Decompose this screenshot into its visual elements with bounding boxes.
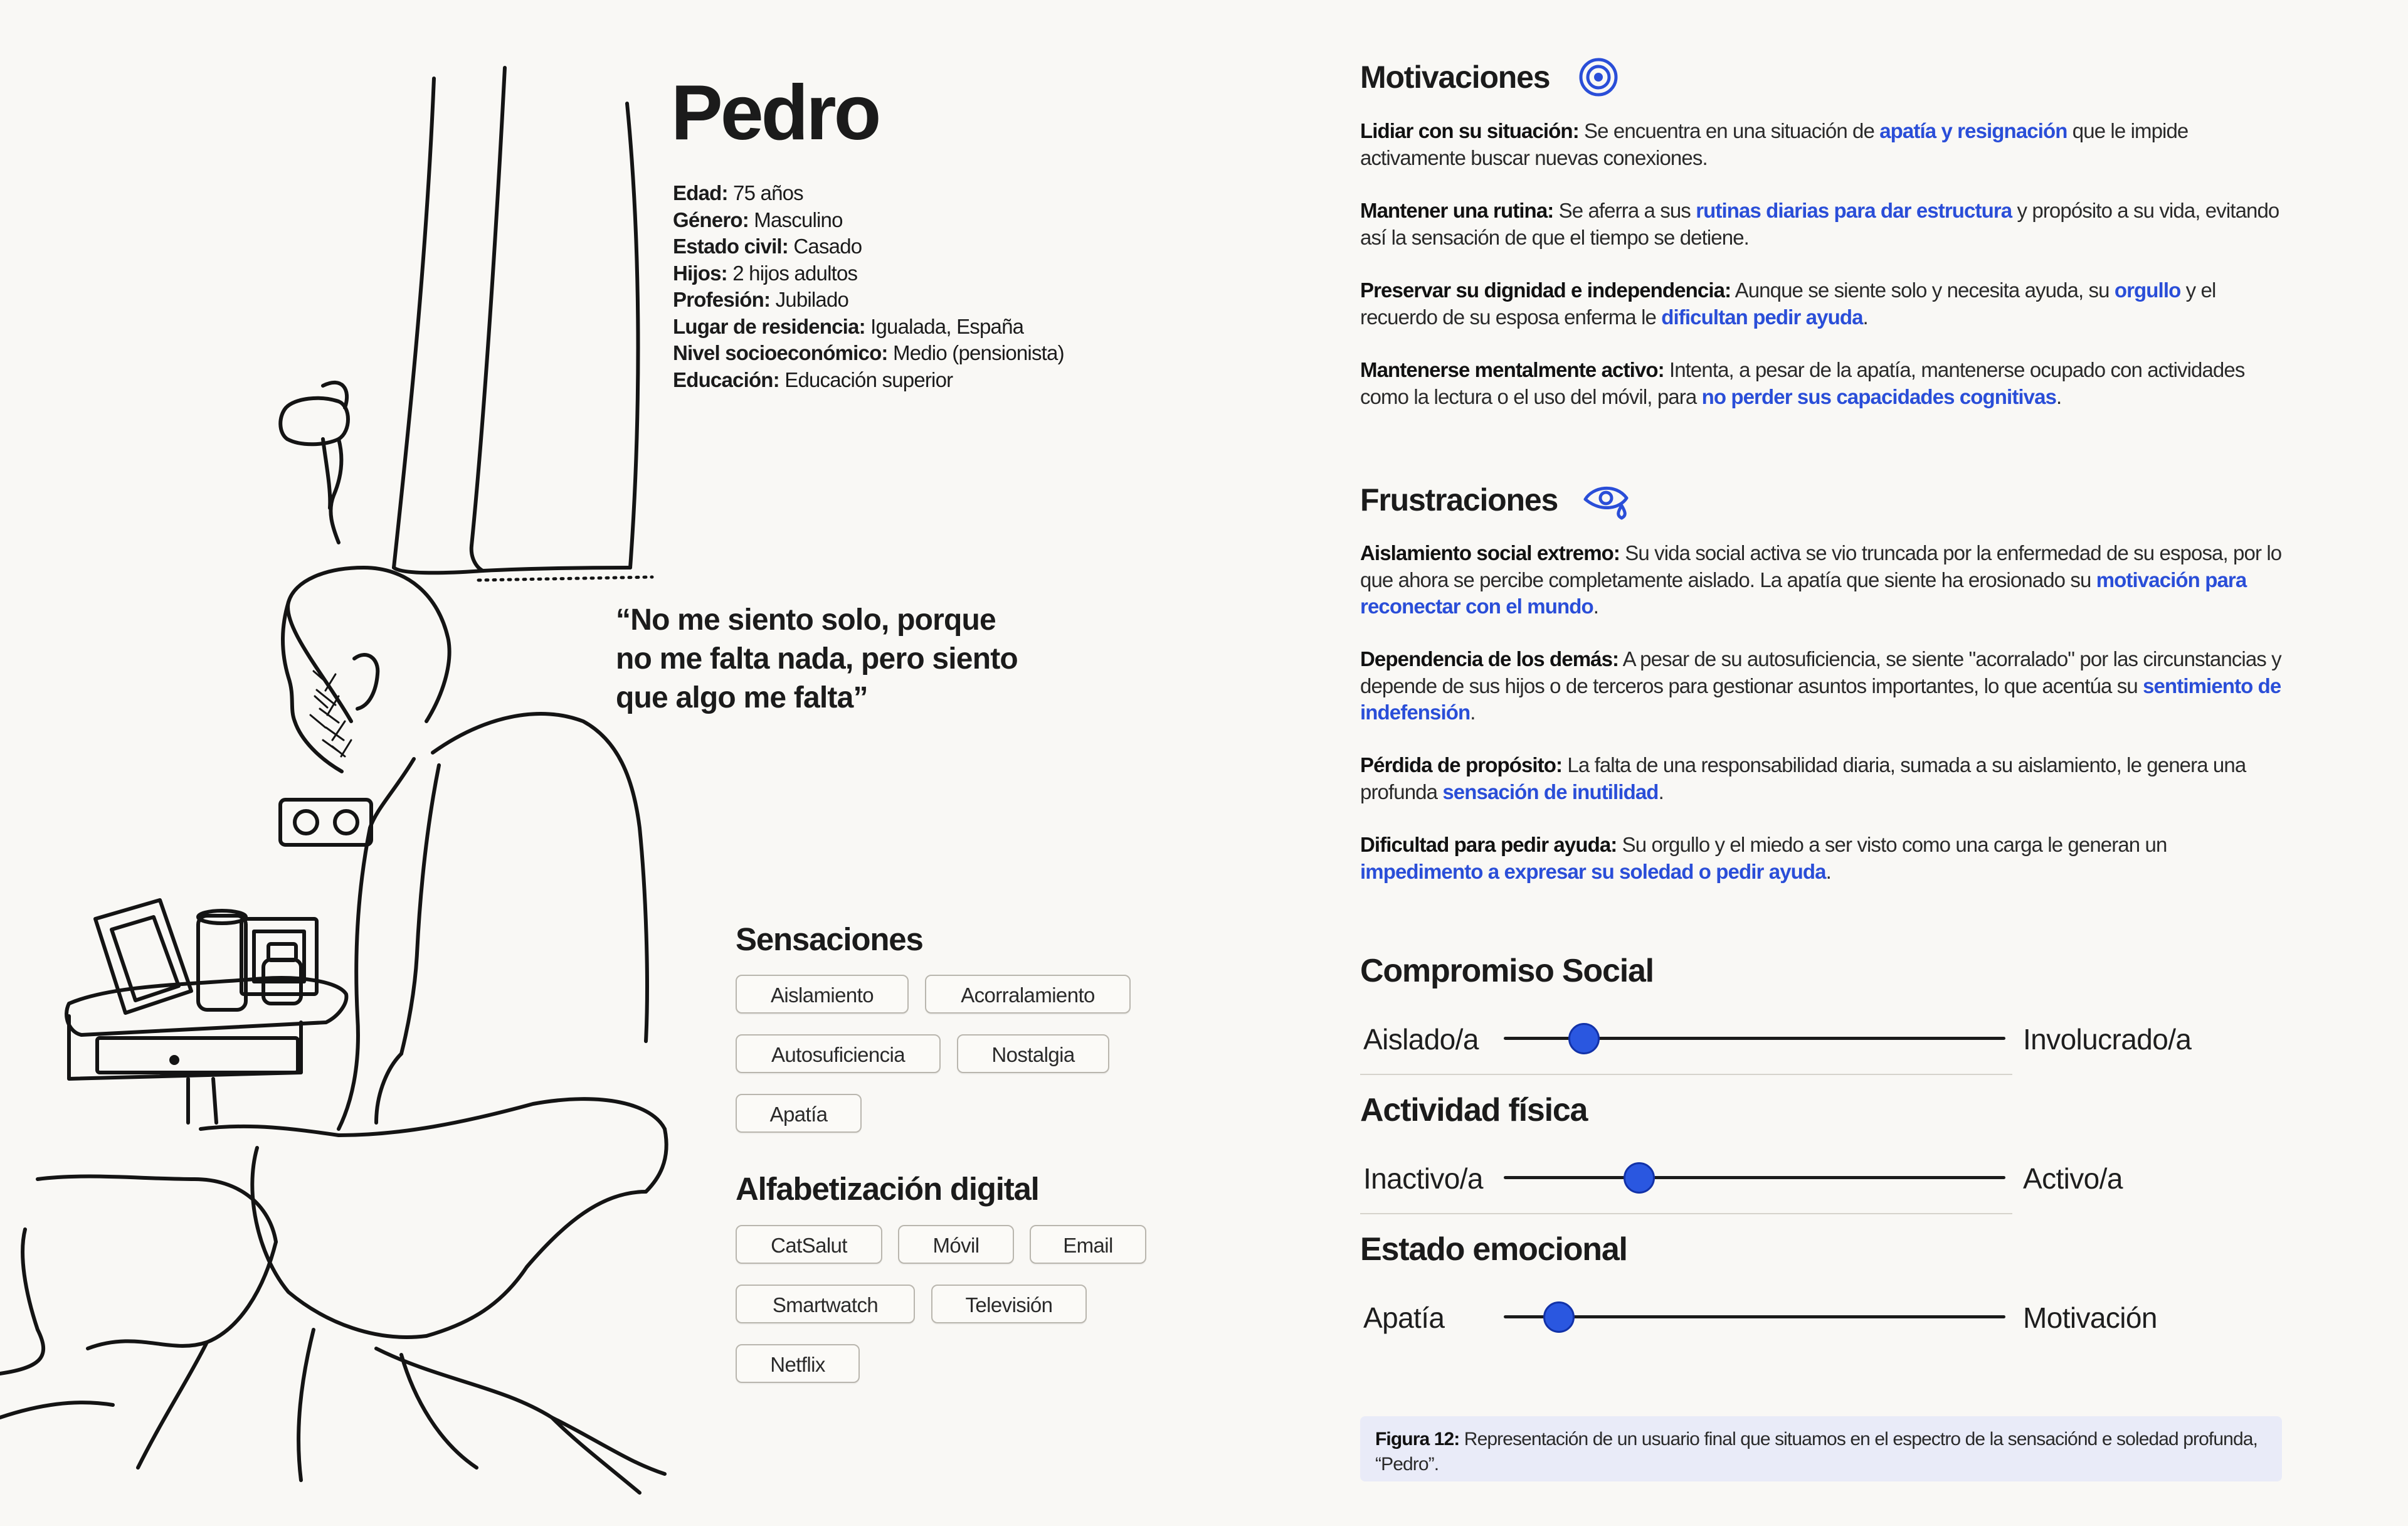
fact-value: Medio (pensionista) — [893, 341, 1064, 364]
eye-tear-icon — [1583, 480, 1633, 522]
chip-email[interactable]: Email — [1030, 1225, 1146, 1264]
item-text: . — [1825, 859, 1831, 883]
item-text: Su orgullo y el miedo a ser visto como una carga le generan un — [1617, 833, 2167, 856]
scale-left-label: Inactivo/a — [1363, 1162, 1483, 1195]
quote-line: “No me siento solo, porque — [616, 603, 996, 637]
item-highlight: orgullo — [2114, 278, 2181, 302]
motivacion-item — [1360, 277, 2288, 331]
item-lead: Mantener una rutina: — [1360, 199, 1554, 222]
item-lead: Preservar su dignidad e independencia: — [1360, 278, 1731, 302]
frustracion-item — [1360, 540, 2288, 620]
torso — [433, 714, 647, 1041]
scale-track — [1504, 1176, 2005, 1179]
item-highlight: motivación para reconectar con el mundo — [1360, 568, 2247, 618]
scale-right-label: Activo/a — [2023, 1162, 2123, 1195]
persona-quote — [616, 601, 1092, 718]
scale-left-label: Aislado/a — [1363, 1023, 1479, 1056]
persona-facts — [673, 180, 1064, 393]
fact-label: Nivel socioeconómico: — [673, 341, 888, 364]
chip-acorralamiento[interactable]: Acorralamiento — [925, 975, 1131, 1014]
item-highlight: sentimiento de indefensión — [1360, 674, 2281, 724]
fact-row — [673, 207, 1064, 234]
nightstand-top — [66, 978, 346, 1035]
chip-smartwatch[interactable]: Smartwatch — [736, 1285, 915, 1323]
item-text: . — [2056, 384, 2062, 408]
item-text: Se encuentra en una situación de — [1578, 119, 1880, 142]
scale-title: Compromiso Social — [1360, 953, 1654, 989]
item-text: Su vida social activa se vio truncada por la enfermedad de su esposa, por lo que ahora se percibe completamente aislado. La apatía que siente ha erosionado su — [1360, 541, 2282, 591]
scale-right-label: Involucrado/a — [2023, 1023, 2192, 1056]
fact-label: Estado civil: — [673, 235, 788, 258]
item-lead: Mantenerse mentalmente activo: — [1360, 358, 1664, 381]
chip-catsalut[interactable]: CatSalut — [736, 1225, 882, 1264]
curtain-right — [627, 103, 638, 568]
item-highlight: sensación de inutilidad — [1442, 780, 1659, 803]
frustracion-item — [1360, 752, 2288, 805]
frustracion-item — [1360, 832, 2288, 885]
fact-row — [673, 287, 1064, 314]
item-highlight: impedimento a expresar su soledad o pedir ayuda — [1360, 859, 1826, 883]
motivacion-item — [1360, 198, 2288, 251]
fact-label: Educación: — [673, 368, 779, 391]
item-highlight: no perder sus capacidades cognitivas — [1701, 384, 2057, 408]
item-text: . — [1593, 595, 1599, 618]
divider — [1360, 1213, 2012, 1214]
blanket — [201, 1099, 665, 1135]
chip-television[interactable]: Televisión — [931, 1285, 1087, 1323]
fact-value: Jubilado — [775, 288, 849, 311]
persona-illustration — [0, 0, 790, 1526]
fact-label: Profesión: — [673, 288, 771, 311]
sensaciones-title: Sensaciones — [736, 921, 923, 957]
fact-row — [673, 314, 1064, 341]
fact-value: Educación superior — [784, 368, 953, 391]
item-lead: Pérdida de propósito: — [1360, 753, 1563, 776]
alfabetizacion-title: Alfabetización digital — [736, 1171, 1039, 1207]
item-text: que le impide activamente buscar nuevas conexiones. — [1360, 119, 2189, 169]
motivacion-item — [1360, 357, 2288, 410]
scale-knob[interactable] — [1624, 1162, 1655, 1194]
chip-nostalgia[interactable]: Nostalgia — [957, 1034, 1109, 1073]
figure-caption — [1360, 1416, 2282, 1481]
item-highlight: dificultan pedir ayuda — [1661, 305, 1863, 329]
persona-name: Pedro — [671, 70, 879, 156]
fact-label: Género: — [673, 208, 749, 231]
scale-track — [1504, 1315, 2005, 1318]
chip-aislamiento[interactable]: Aislamiento — [736, 975, 909, 1014]
frustraciones-title: Frustraciones — [1360, 482, 1558, 517]
item-text: . — [1658, 780, 1664, 803]
fact-row — [673, 233, 1064, 260]
scale-knob[interactable] — [1543, 1301, 1575, 1333]
item-text: y propósito a su vida, evitando así la sensación de que el tiempo se detiene. — [1360, 199, 2279, 249]
fact-value: Igualada, España — [870, 314, 1024, 338]
fact-row — [673, 260, 1064, 287]
item-lead: Dificultad para pedir ayuda: — [1360, 833, 1617, 856]
quote-line: no me falta nada, pero siento — [616, 642, 1018, 676]
item-highlight: apatía y resignación — [1879, 119, 2067, 142]
fact-label: Hijos: — [673, 261, 727, 285]
item-lead: Aislamiento social extremo: — [1360, 541, 1620, 564]
item-text: Intenta, a pesar de la apatía, mantenerse ocupado con actividades como la lectura o el uso del móvil, para — [1360, 358, 2245, 408]
chip-autosuficiencia[interactable]: Autosuficiencia — [736, 1034, 941, 1073]
fact-label: Edad: — [673, 181, 728, 204]
chip-apatia[interactable]: Apatía — [736, 1094, 862, 1133]
curtain-left-inner — [472, 68, 505, 546]
item-highlight: rutinas diarias para dar estructura — [1696, 199, 2012, 222]
caption-label: Figura 12: — [1375, 1429, 1460, 1449]
nightstand-drawer — [97, 1038, 298, 1073]
item-text: A pesar de su autosuficiencia, se siente "acorralado" por las circunstancias y depende de sus hijos o de terceros para gestionar asuntos importantes, lo que acentúa su — [1360, 647, 2281, 697]
item-text: . — [1862, 305, 1868, 329]
cup — [198, 916, 246, 1010]
scale-title: Actividad física — [1360, 1092, 1588, 1128]
target-icon — [1578, 56, 1619, 98]
item-text: . — [1470, 701, 1476, 724]
frustracion-item — [1360, 646, 2288, 726]
motivacion-item — [1360, 118, 2288, 171]
motivaciones-title: Motivaciones — [1360, 60, 1550, 95]
chip-movil[interactable]: Móvil — [898, 1225, 1014, 1264]
item-text: Se aferra a sus — [1553, 199, 1696, 222]
item-text: Aunque se siente solo y necesita ayuda, su — [1731, 278, 2115, 302]
fact-value: 2 hijos adultos — [732, 261, 858, 285]
scale-knob[interactable] — [1568, 1023, 1600, 1054]
fact-value: Casado — [793, 235, 862, 258]
fact-row — [673, 180, 1064, 207]
chip-netflix[interactable]: Netflix — [736, 1344, 860, 1383]
fact-label: Lugar de residencia: — [673, 314, 865, 338]
quote-line: que algo me falta” — [616, 681, 868, 714]
fact-row — [673, 367, 1064, 394]
fact-row — [673, 340, 1064, 367]
fact-value: Masculino — [754, 208, 843, 231]
fact-value: 75 años — [733, 181, 803, 204]
item-text: La falta de una responsabilidad diaria, sumada a su aislamiento, le genera una profunda — [1360, 753, 2246, 803]
item-lead: Dependencia de los demás: — [1360, 647, 1619, 670]
curtain-left-outer — [394, 78, 434, 568]
divider — [1360, 1074, 2012, 1075]
caption-text: Representación de un usuario final que situamos en el espectro de la sensaciónd e soledad profunda, “Pedro”. — [1375, 1429, 2258, 1475]
scale-title: Estado emocional — [1360, 1231, 1627, 1268]
item-text: y el recuerdo de su esposa enferma le — [1360, 278, 2216, 329]
scale-left-label: Apatía — [1363, 1301, 1445, 1334]
scale-right-label: Motivación — [2023, 1301, 2157, 1334]
item-lead: Lidiar con su situación: — [1360, 119, 1579, 142]
